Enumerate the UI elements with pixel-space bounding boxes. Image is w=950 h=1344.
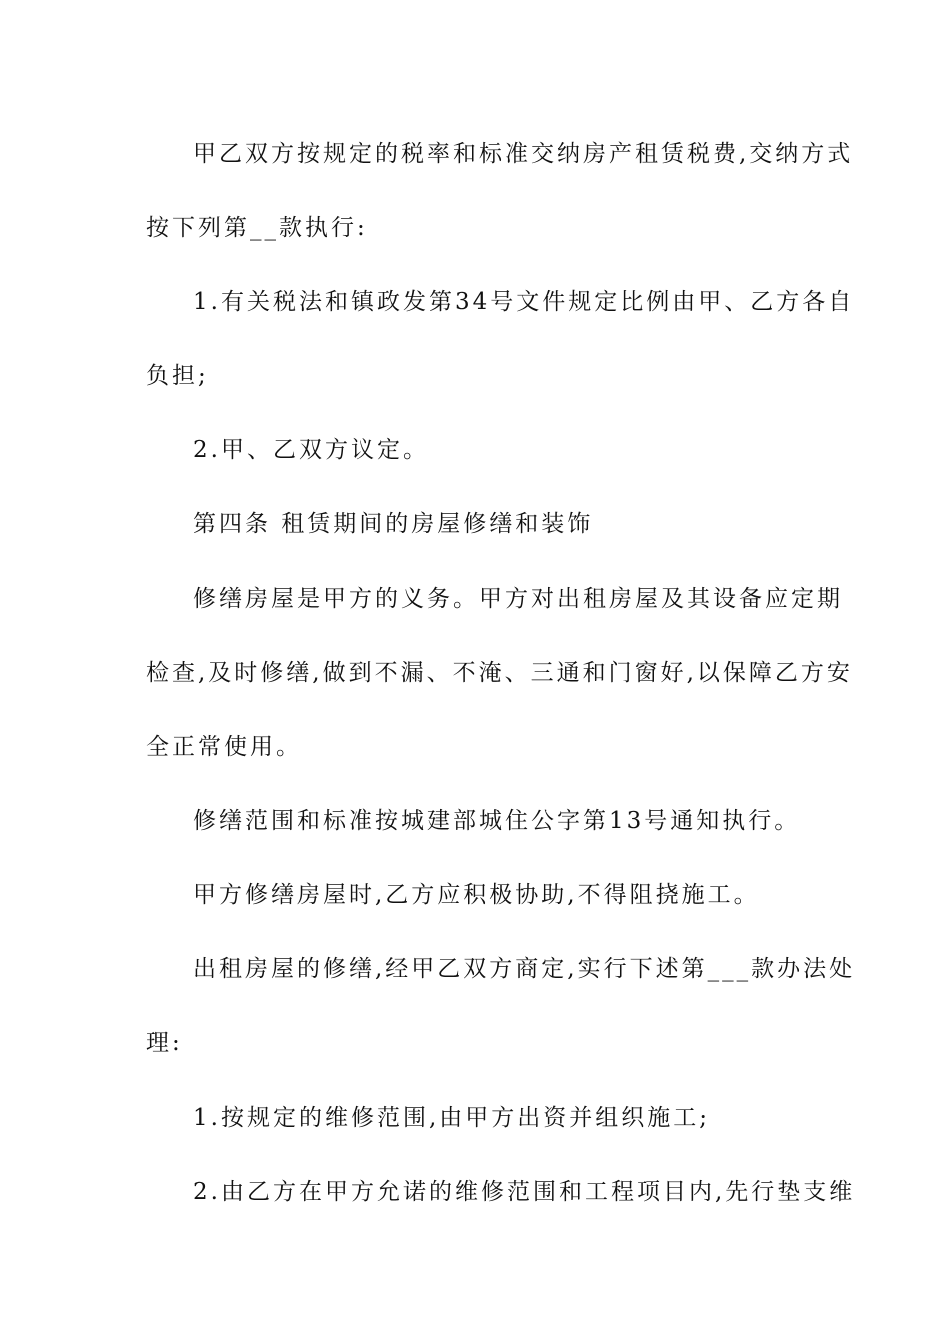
paragraph-repair-method-line-1: 出租房屋的修缮,经甲乙双方商定,实行下述第___款办法处 [193,956,856,982]
paragraph-repair-scope: 修缮范围和标准按城建部城住公字第13号通知执行。 [193,808,801,834]
list-item-repair-2: 2.由乙方在甲方允诺的维修范围和工程项目内,先行垫支维 [193,1179,856,1205]
paragraph-repair-line-3: 全正常使用。 [146,734,302,760]
list-item-tax-2: 2.甲、乙双方议定。 [193,437,429,463]
list-item-repair-1: 1.按规定的维修范围,由甲方出资并组织施工; [193,1105,711,1131]
paragraph-tax-line-1: 甲乙双方按规定的税率和标准交纳房产租赁税费,交纳方式 [193,141,854,167]
paragraph-repair-line-2: 检查,及时修缮,做到不漏、不淹、三通和门窗好,以保障乙方安 [146,660,853,686]
paragraph-tax-line-2: 按下列第__款执行: [146,215,368,241]
section-heading-article-4: 第四条 租赁期间的房屋修缮和装饰 [193,511,594,537]
paragraph-repair-method-line-2: 理: [146,1030,183,1056]
paragraph-repair-line-1: 修缮房屋是甲方的义务。甲方对出租房屋及其设备应定期 [193,586,843,612]
list-item-tax-1-line-2: 负担; [146,363,209,389]
list-item-tax-1-line-1: 1.有关税法和镇政发第34号文件规定比例由甲、乙方各自 [193,289,855,315]
paragraph-repair-cooperation: 甲方修缮房屋时,乙方应积极协助,不得阻挠施工。 [193,882,760,908]
